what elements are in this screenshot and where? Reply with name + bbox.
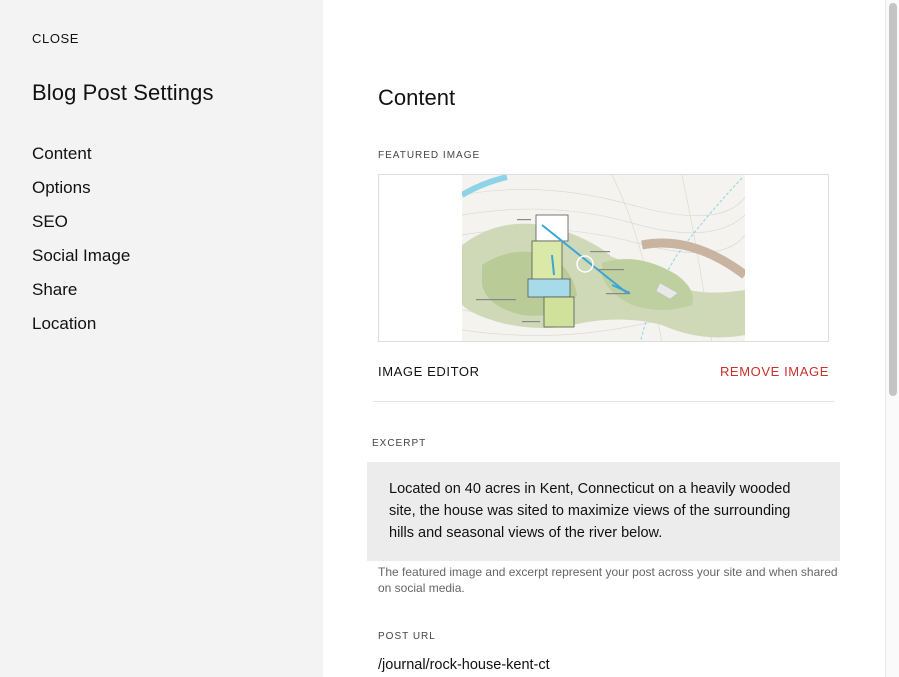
section-divider: [373, 401, 834, 402]
excerpt-textarea[interactable]: Located on 40 acres in Kent, Connecticut on a heavily wooded site, the house was sited to maximize views of the surrounding hills and seasonal views of the river below.: [367, 462, 840, 561]
excerpt-helper-text: The featured image and excerpt represent your post across your site and when shared on social media.: [378, 565, 838, 595]
sidebar-title: Blog Post Settings: [32, 80, 214, 105]
post-url-label: POST URL: [378, 631, 436, 642]
nav-item-location[interactable]: Location: [32, 314, 97, 333]
nav-item-options[interactable]: Options: [32, 178, 91, 197]
close-button[interactable]: CLOSE: [32, 31, 80, 46]
nav-item-social-image[interactable]: Social Image: [32, 246, 131, 265]
featured-image-label: FEATURED IMAGE: [378, 150, 481, 161]
nav-item-content[interactable]: Content: [32, 144, 92, 163]
content-panel: [323, 0, 885, 677]
remove-image-button[interactable]: REMOVE IMAGE: [719, 364, 829, 379]
scrollbar[interactable]: [885, 0, 899, 677]
image-editor-button[interactable]: IMAGE EDITOR: [378, 364, 480, 379]
post-url-field[interactable]: /journal/rock-house-kent-ct: [378, 657, 550, 673]
site-plan-image: [462, 175, 745, 342]
excerpt-label: EXCERPT: [372, 438, 427, 449]
featured-image-preview[interactable]: [378, 174, 829, 342]
settings-sidebar: [0, 0, 323, 677]
settings-nav: [32, 144, 130, 348]
scrollbar-thumb[interactable]: [889, 3, 897, 396]
panel-title: Content: [378, 85, 456, 110]
nav-item-share[interactable]: Share: [32, 280, 78, 299]
nav-item-seo[interactable]: SEO: [32, 212, 68, 231]
